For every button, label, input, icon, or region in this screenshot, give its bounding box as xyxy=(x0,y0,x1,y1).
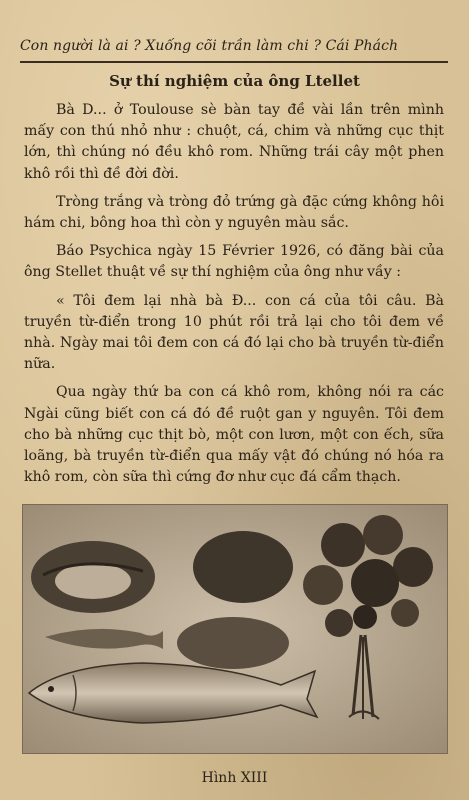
specimens-photo xyxy=(23,505,447,753)
figure-caption: Hình XIII xyxy=(201,770,268,786)
paragraph: Qua ngày thứ ba con cá khô rom, không nói ra các Ngài cũng biết con cá đó đề ruột gan y nguyên. Tôi đem cho bà những cục thịt bò, một con lươn, một con ếch, sữa loãng, bà truyền từ-điển qua mấy vật đó chúng nó hóa ra khô rom, còn sữa thì cứng đơ như cục đá cẩm thạch. xyxy=(24,384,444,486)
running-head: Con người là ai ? Xuống cõi trần làm chi ? Cái Phách xyxy=(20,38,399,54)
article-body xyxy=(24,100,444,495)
paragraph: Báo Psychica ngày 15 Février 1926, có đăng bài của ông Stellet thuật về sự thí nghiệm của ông như vầy : xyxy=(24,243,444,281)
article-title: Sự thí nghiệm của ông Ltellet xyxy=(109,72,360,90)
paragraph: « Tôi đem lại nhà bà Đ... con cá của tôi câu. Bà truyền từ-điển trong 10 phút rồi trả lại cho tôi đem về nhà. Ngày mai tôi đem con cá đó lại cho bà truyền từ-điển nữa. xyxy=(24,292,444,373)
coiled-eel-specimen xyxy=(31,541,155,613)
paragraph: Bà D... ở Toulouse sè bàn tay đề vài lần trên mình mấy con thú nhỏ như : chuột, cá, chim và những cục thịt lớn, thì chúng nó đều khô rom. Những trái cây một phen khô rồi thì đề đời đời. xyxy=(24,102,444,182)
photo-figure xyxy=(22,504,448,754)
round-meat-specimen xyxy=(193,531,293,603)
oval-meat-specimen xyxy=(177,617,289,669)
header-rule xyxy=(20,61,448,63)
paragraph: Tròng trắng và tròng đỏ trứng gà đặc cứng không hôi hám chi, bông hoa thì còn y nguyên màu sắc. xyxy=(24,193,444,232)
